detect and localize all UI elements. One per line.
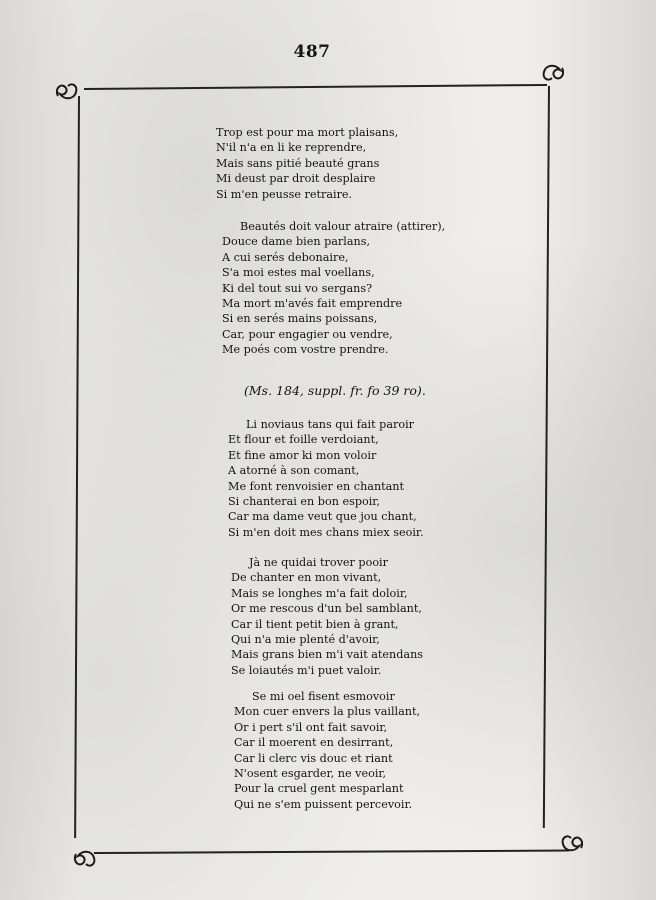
- fleuron-icon: [538, 58, 568, 88]
- frame-border-bottom: [94, 850, 569, 854]
- verse-line: Mais sans pitié beauté grans: [216, 156, 380, 170]
- verse-line: Car il moerent en desirrant,: [234, 736, 394, 750]
- verse-line: A atorné à son comant,: [228, 464, 360, 478]
- verse-line: Car, pour engagier ou vendre,: [222, 327, 393, 341]
- fleuron-icon: [52, 76, 82, 106]
- frame-border-top: [84, 84, 547, 90]
- verse-line: Mon cuer envers la plus vaillant,: [234, 705, 421, 719]
- verse-line: Douce dame bien parlans,: [222, 235, 371, 249]
- verse-line: Mi deust par droit desplaire: [216, 172, 376, 186]
- verse-line: Se loiautés m'i puet valoir.: [231, 663, 382, 677]
- verse-line: Jà ne quidai trover pooir: [249, 556, 388, 569]
- verse-line: Si en serés mains poissans,: [222, 312, 378, 326]
- verse-line: Car ma dame veut que jou chant,: [228, 510, 417, 524]
- verse-line: Qui ne s'em puissent percevoir.: [234, 797, 413, 811]
- verse-line: Et fine amor ki mon voloir: [228, 448, 377, 462]
- verse-line: Ma mort m'avés fait emprendre: [222, 296, 403, 310]
- frame-border-left: [74, 96, 80, 838]
- verse-line: Trop est pour ma mort plaisans,: [216, 126, 399, 139]
- manuscript-reference: (Ms. 184, suppl. fr. fo 39 ro).: [244, 383, 426, 398]
- verse-line: A cui serés debonaire,: [222, 250, 349, 264]
- verse-line: Me poés com vostre prendre.: [222, 343, 389, 357]
- verse-line: Car li clerc vis douc et riant: [234, 751, 393, 765]
- poem-stanza: [228, 417, 518, 540]
- verse-line: Me font renvoisier en chantant: [228, 479, 405, 493]
- fleuron-icon: [557, 828, 587, 858]
- verse-line: Se mi oel fisent esmovoir: [252, 690, 395, 703]
- frame-border-right: [543, 86, 550, 828]
- page-number: 487: [293, 42, 331, 62]
- verse-line: Car il tient petit bien à grant,: [231, 617, 399, 631]
- verse-line: Or me rescous d'un bel samblant,: [231, 602, 422, 616]
- verse-line: Mais se longhes m'a fait doloir,: [231, 586, 408, 600]
- verse-line: Si chanterai en bon espoir,: [228, 494, 380, 508]
- fleuron-icon: [70, 844, 100, 874]
- poem-stanza: [216, 125, 506, 202]
- verse-line: Beautés doit valour atraire (attirer),: [240, 220, 446, 233]
- verse-line: N'osent esgarder, ne veoir,: [234, 766, 387, 780]
- verse-line: Si m'en peusse retraire.: [216, 187, 353, 201]
- verse-line: De chanter en mon vivant,: [231, 571, 382, 585]
- verse-line: Li noviaus tans qui fait paroir: [246, 418, 415, 431]
- verse-line: S'a moi estes mal voellans,: [222, 266, 375, 280]
- verse-line: Et flour et foille verdoiant,: [228, 433, 379, 447]
- verse-line: Mais grans bien m'i vait atendans: [231, 648, 424, 662]
- verse-line: Ki del tout sui vo sergans?: [222, 281, 373, 295]
- poem-stanza: [222, 219, 512, 358]
- verse-line: Or i pert s'il ont fait savoir,: [234, 720, 388, 734]
- verse-line: Si m'en doit mes chans miex seoir.: [228, 525, 424, 539]
- verse-line: Pour la cruel gent mesparlant: [234, 782, 404, 796]
- verse-line: N'il n'a en li ke reprendre,: [216, 141, 367, 155]
- verse-line: Qui n'a mie plenté d'avoir,: [231, 632, 380, 646]
- poem-stanza: [231, 555, 521, 678]
- poem-stanza: [234, 689, 524, 812]
